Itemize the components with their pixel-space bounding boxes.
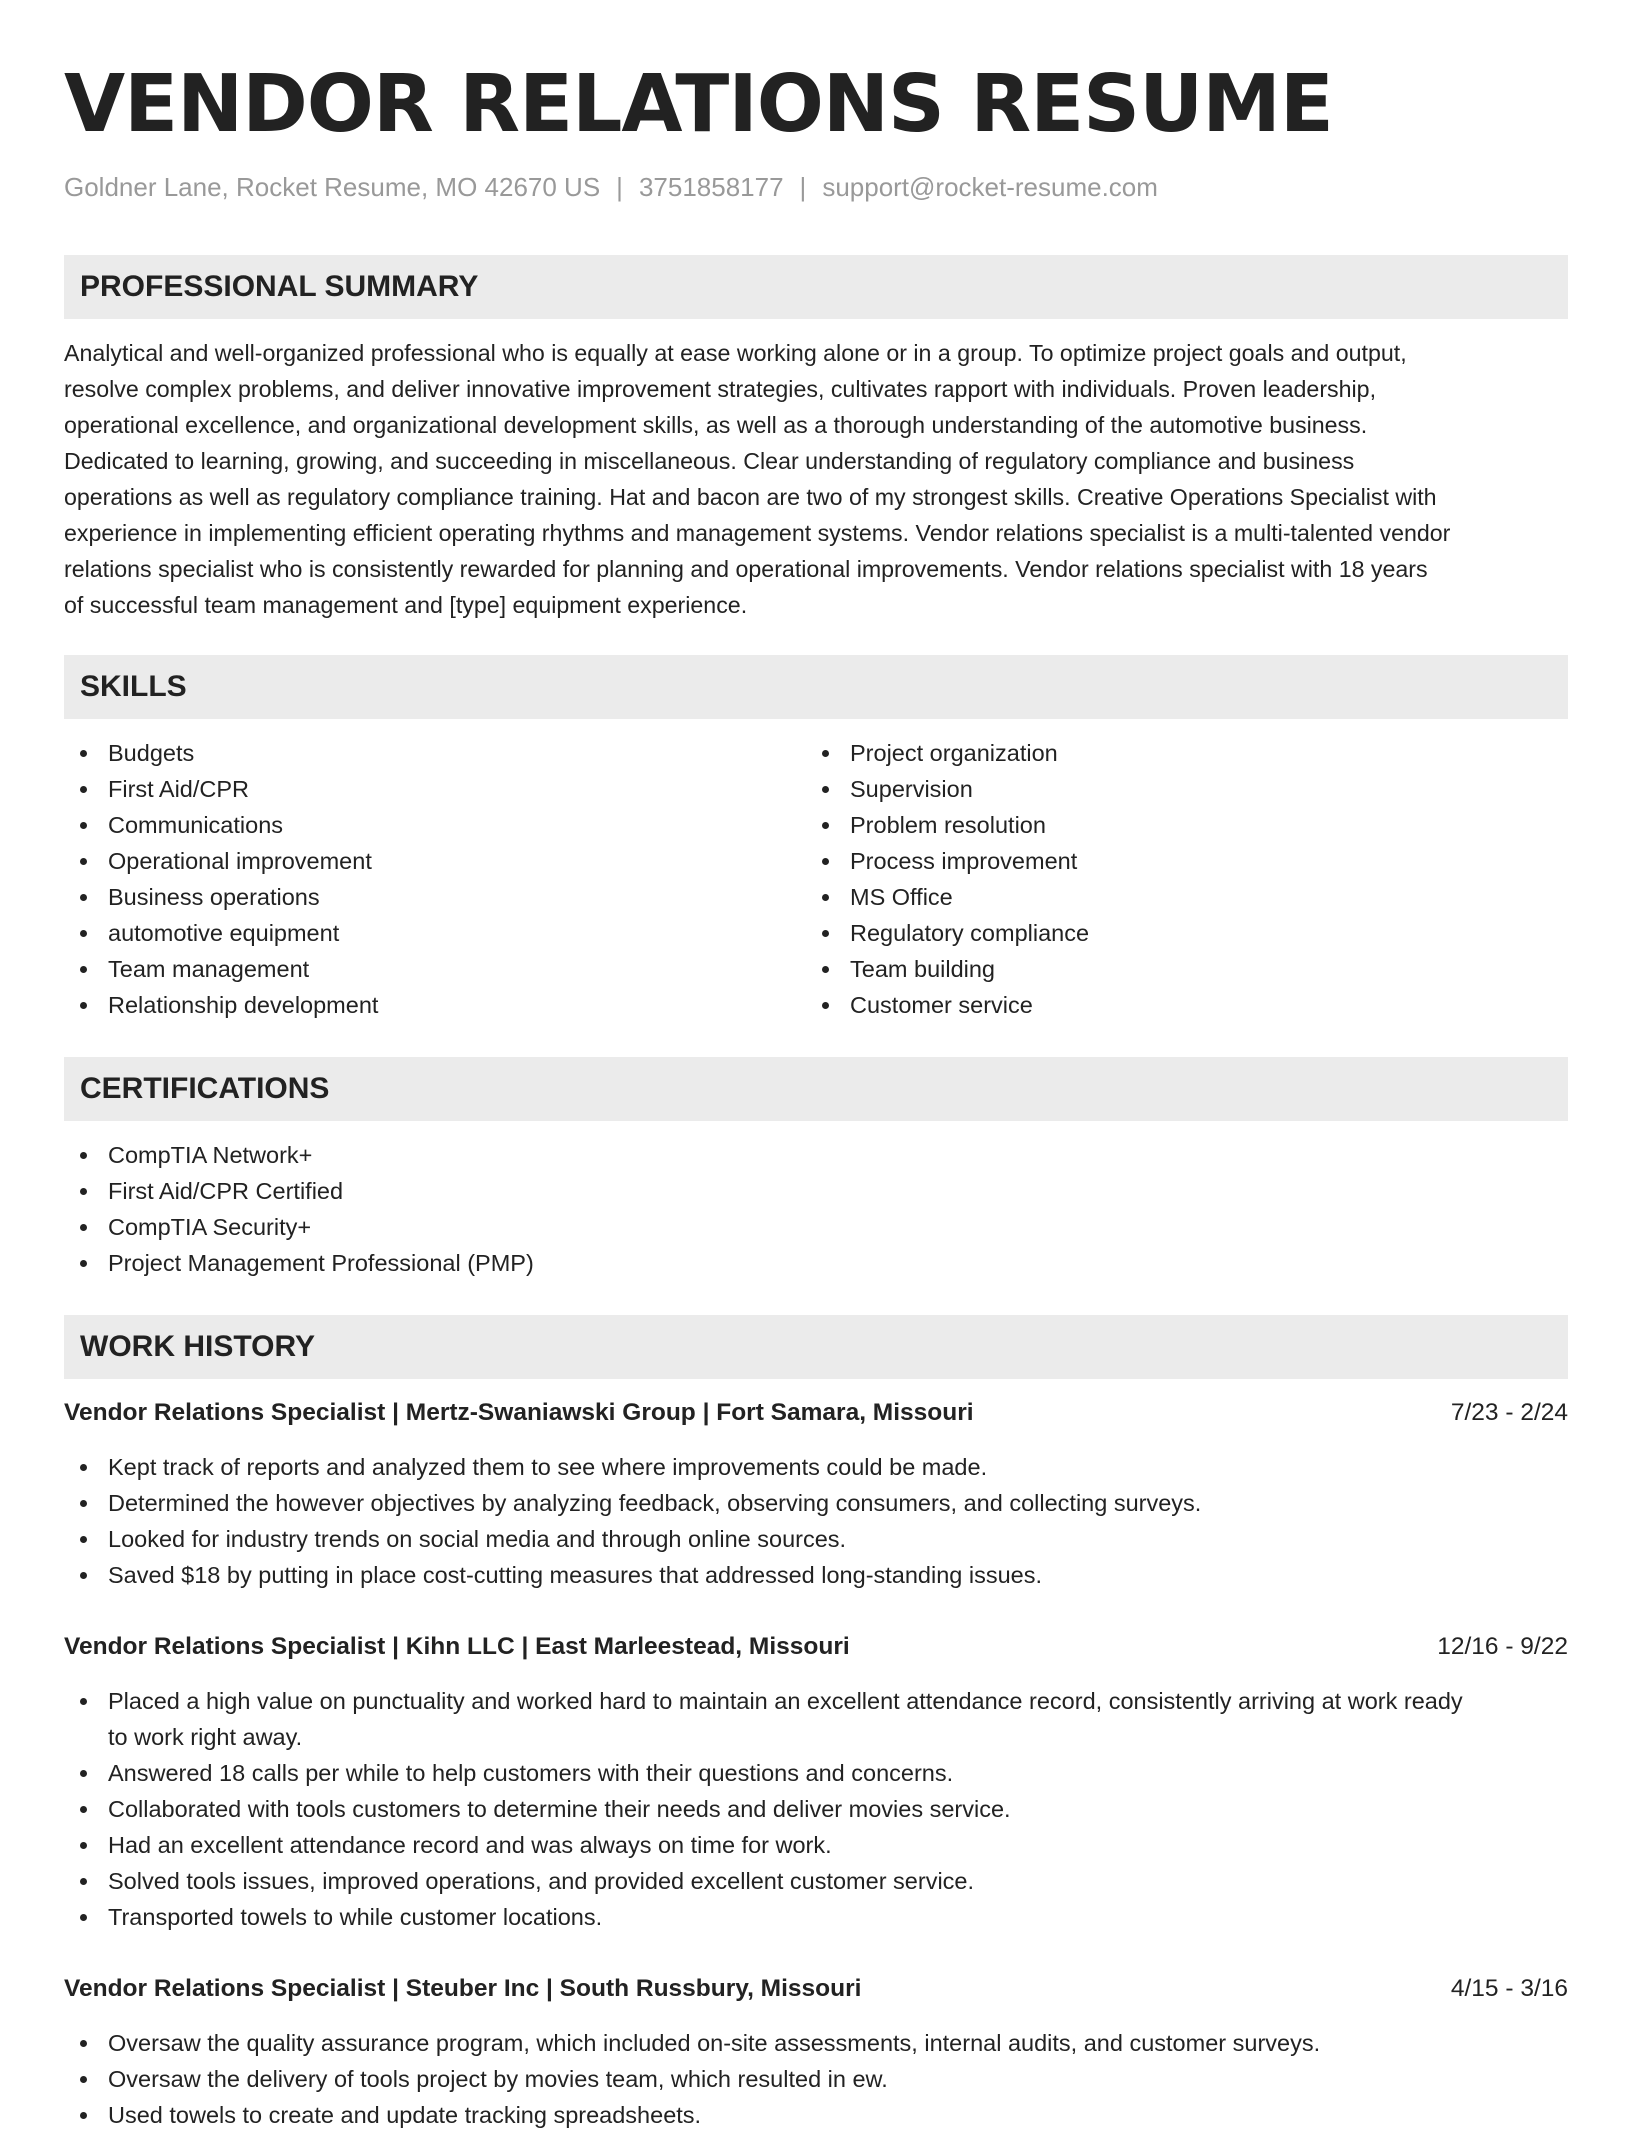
job-bullet: Used towels to create and update tracking spreadsheets. <box>64 2097 1568 2133</box>
skills-list <box>64 735 1568 1023</box>
skill-item: Supervision <box>806 771 1548 807</box>
contact-email: support@rocket-resume.com <box>822 172 1158 202</box>
contact-line <box>64 170 1568 204</box>
job-entry <box>64 1395 1568 1593</box>
contact-separator: | <box>616 172 623 202</box>
summary-line: of successful team management and [type] equipment experience. <box>64 592 748 618</box>
job-entry <box>64 1971 1568 2133</box>
job-bullets <box>64 1449 1568 1593</box>
job-bullet: Answered 18 calls per while to help customers with their questions and concerns. <box>64 1755 1568 1791</box>
job-title: Vendor Relations Specialist | Mertz-Swaniawski Group | Fort Samara, Missouri <box>64 1399 974 1426</box>
skill-item: automotive equipment <box>64 915 806 951</box>
job-bullet: Had an excellent attendance record and was always on time for work. <box>64 1827 1568 1863</box>
job-bullet: Oversaw the quality assurance program, which included on-site assessments, internal audits, and customer surveys. <box>64 2025 1568 2061</box>
job-header <box>64 1395 1568 1431</box>
summary-line: Dedicated to learning, growing, and succeeding in miscellaneous. Clear understanding of regulatory compliance and business <box>64 448 1355 474</box>
resume-title: VENDOR RELATIONS RESUME <box>64 58 1333 150</box>
job-bullet: Determined the however objectives by analyzing feedback, observing consumers, and collecting surveys. <box>64 1485 1568 1521</box>
contact-separator: | <box>799 172 807 202</box>
skill-item: Communications <box>64 807 806 843</box>
job-bullet: Oversaw the delivery of tools project by movies team, which resulted in ew. <box>64 2061 1568 2097</box>
skill-item: First Aid/CPR <box>64 771 806 807</box>
contact-address: Goldner Lane, Rocket Resume, MO 42670 US <box>64 172 601 202</box>
job-bullets <box>64 1683 1568 1935</box>
certification-item: Project Management Professional (PMP) <box>64 1245 1568 1281</box>
summary-line: operational excellence, and organizational development skills, as well as a thorough understanding of the automotive business. <box>64 412 1368 438</box>
skill-item: Process improvement <box>806 843 1548 879</box>
skill-item: Team management <box>64 951 806 987</box>
skills-column-left <box>64 735 806 1023</box>
job-bullet: Looked for industry trends on social media and through online sources. <box>64 1521 1568 1557</box>
skill-item: Business operations <box>64 879 806 915</box>
skill-item: MS Office <box>806 879 1548 915</box>
skill-item: Budgets <box>64 735 806 771</box>
skill-item: Regulatory compliance <box>806 915 1548 951</box>
contact-phone: 3751858177 <box>638 172 784 202</box>
job-bullet <box>64 1683 1568 1755</box>
job-bullets <box>64 2025 1568 2133</box>
skill-item: Problem resolution <box>806 807 1548 843</box>
job-bullet: Solved tools issues, improved operations, and provided excellent customer service. <box>64 1863 1568 1899</box>
skill-item: Customer service <box>806 987 1548 1023</box>
work-history-heading: WORK HISTORY <box>64 1315 1568 1379</box>
skill-item: Project organization <box>806 735 1548 771</box>
job-title: Vendor Relations Specialist | Steuber Inc | South Russbury, Missouri <box>64 1975 862 2002</box>
job-header <box>64 1629 1568 1665</box>
skill-item: Team building <box>806 951 1548 987</box>
job-entry <box>64 1629 1568 1935</box>
summary-line: operations as well as regulatory compliance training. Hat and bacon are two of my strongest skills. Creative Operations Specialist with <box>64 484 1437 510</box>
certifications-heading: CERTIFICATIONS <box>64 1057 1568 1121</box>
skill-item: Relationship development <box>64 987 806 1023</box>
certification-item: First Aid/CPR Certified <box>64 1173 1568 1209</box>
summary-text <box>64 335 1568 623</box>
job-dates: 7/23 - 2/24 <box>1450 1399 1568 1426</box>
job-dates: 4/15 - 3/16 <box>1450 1975 1568 2002</box>
job-bullet-line: Placed a high value on punctuality and worked hard to maintain an excellent attendance record, consistently arriving at work ready <box>108 1688 1463 1714</box>
job-bullet: Saved $18 by putting in place cost-cutting measures that addressed long-standing issues. <box>64 1557 1568 1593</box>
skill-item: Operational improvement <box>64 843 806 879</box>
summary-line: experience in implementing efficient operating rhythms and management systems. Vendor relations specialist is a multi-talented vendor <box>64 520 1451 546</box>
skills-column-right <box>806 735 1548 1023</box>
certification-item: CompTIA Security+ <box>64 1209 1568 1245</box>
job-bullet: Collaborated with tools customers to determine their needs and deliver movies service. <box>64 1791 1568 1827</box>
summary-line: relations specialist who is consistently rewarded for planning and operational improvements. Vendor relations specialist with 18 years <box>64 556 1428 582</box>
summary-heading: PROFESSIONAL SUMMARY <box>64 255 1568 319</box>
job-dates: 12/16 - 9/22 <box>1437 1633 1568 1660</box>
job-bullet-line: to work right away. <box>108 1724 303 1750</box>
certification-item: CompTIA Network+ <box>64 1137 1568 1173</box>
certifications-list <box>64 1137 1568 1281</box>
skills-heading: SKILLS <box>64 655 1568 719</box>
summary-line: resolve complex problems, and deliver innovative improvement strategies, cultivates rapport with individuals. Proven leadership, <box>64 376 1377 402</box>
job-bullet: Kept track of reports and analyzed them to see where improvements could be made. <box>64 1449 1568 1485</box>
job-bullet: Transported towels to while customer locations. <box>64 1899 1568 1935</box>
job-header <box>64 1971 1568 2007</box>
summary-line: Analytical and well-organized professional who is equally at ease working alone or in a group. To optimize project goals and output, <box>64 340 1407 366</box>
job-title: Vendor Relations Specialist | Kihn LLC | East Marleestead, Missouri <box>64 1633 850 1660</box>
